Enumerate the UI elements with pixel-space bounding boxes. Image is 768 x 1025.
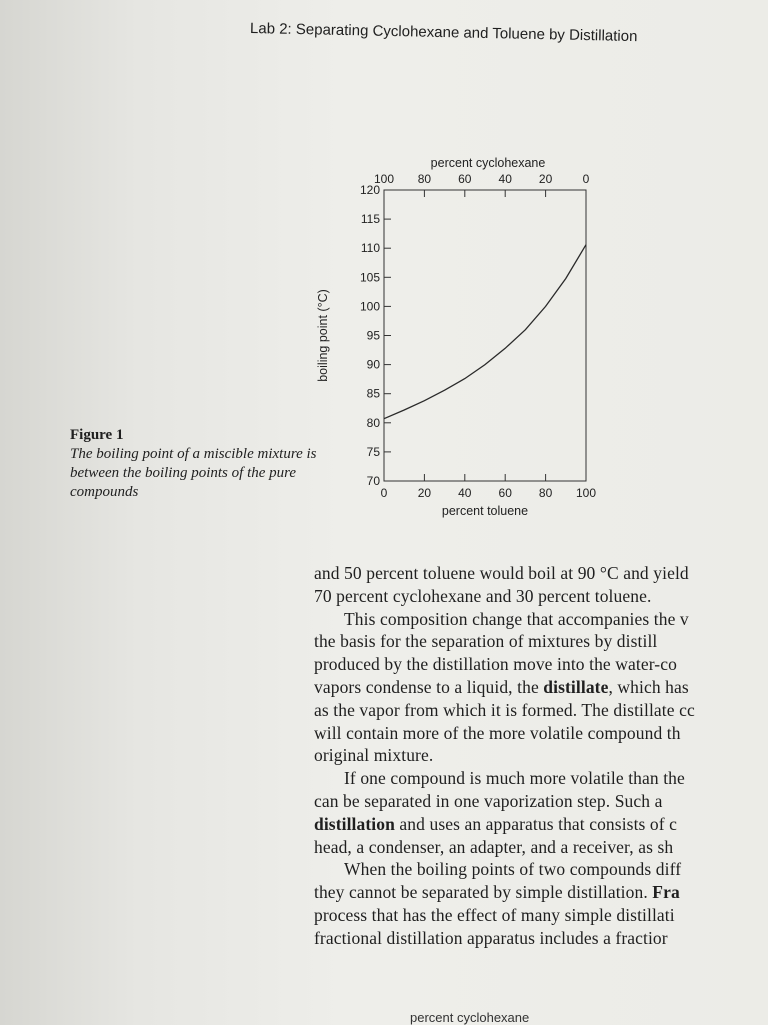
top-tick-label: 40	[498, 172, 512, 186]
x-tick-label: 80	[538, 486, 553, 500]
plot-frame	[384, 190, 586, 481]
x-axis-title: percent toluene	[441, 504, 529, 518]
body-text-line: process that has the effect of many simple distillati	[314, 904, 675, 925]
x-tick-label: 20	[417, 486, 432, 500]
running-header: Lab 2: Separating Cyclohexane and Toluene by Distillation	[249, 20, 638, 46]
x-tick-label: 0	[380, 486, 388, 500]
y-tick-label: 70	[366, 474, 380, 488]
y-tick-label: 105	[359, 270, 380, 285]
top-axis-title: percent cyclohexane	[430, 156, 546, 170]
chart-axes	[384, 190, 586, 481]
body-text-line: they cannot be separated by simple distillation. Fra	[314, 882, 680, 903]
body-text-line: and 50 percent toluene would boil at 90 °C and yield	[314, 563, 689, 583]
y-tick-label: 100	[359, 299, 380, 314]
body-text-line: If one compound is much more volatile than the	[344, 768, 685, 789]
top-tick-label: 60	[458, 172, 472, 186]
bold-term: distillation	[314, 813, 395, 834]
y-tick-label: 110	[360, 241, 380, 256]
y-tick-label: 75	[366, 444, 380, 459]
figure-caption-text: The boiling point of a miscible mixture is between the boiling points of the pure compounds	[70, 446, 317, 500]
y-axis-title: boiling point (°C)	[316, 289, 330, 382]
y-tick-label: 90	[366, 357, 380, 372]
x-tick-label: 40	[458, 486, 472, 500]
body-text-line: head, a condenser, an adapter, and a receiver, as sh	[314, 836, 674, 857]
chart-marks	[384, 245, 586, 419]
body-text-line: produced by the distillation move into the water-co	[314, 654, 677, 675]
y-tick-label: 115	[360, 212, 380, 227]
y-tick-label: 80	[366, 415, 380, 430]
body-text-line: fractional distillation apparatus includes a fractior	[314, 927, 668, 948]
body-text-line: This composition change that accompanies the v	[344, 608, 689, 629]
y-tick-label: 85	[366, 386, 380, 401]
top-tick-label: 20	[538, 172, 553, 186]
chart-labels	[316, 156, 596, 518]
next-figure-top-label: percent cyclohexane	[410, 1010, 530, 1025]
figure-caption-title: Figure 1	[70, 427, 124, 443]
body-text-line: 70 percent cyclohexane and 30 percent toluene.	[314, 585, 652, 606]
body-text-line: vapors condense to a liquid, the distillate, which has	[314, 676, 689, 697]
body-text-line: will contain more of the more volatile compound th	[314, 722, 681, 743]
bold-term: distillate	[543, 676, 609, 697]
body-text	[314, 562, 768, 950]
x-tick-label: 100	[575, 486, 597, 500]
top-tick-label: 100	[373, 172, 395, 186]
body-text-line: as the vapor from which it is formed. The distillate cc	[314, 699, 695, 720]
x-tick-label: 60	[498, 486, 512, 500]
body-text-line: can be separated in one vaporization step. Such a	[314, 790, 663, 811]
boiling-point-curve	[384, 245, 586, 419]
body-text-line: distillation and uses an apparatus that consists of c	[314, 813, 678, 834]
top-tick-label: 0	[582, 172, 590, 186]
figure-caption	[70, 426, 320, 502]
body-text-line: When the boiling points of two compounds diff	[344, 859, 682, 880]
y-tick-label: 120	[359, 183, 380, 197]
body-text-line: original mixture.	[314, 745, 434, 766]
top-tick-label: 80	[417, 172, 432, 186]
body-text-line: the basis for the separation of mixtures by distill	[314, 631, 658, 652]
bold-term: Fra	[652, 882, 680, 903]
y-tick-label: 95	[366, 328, 380, 343]
boiling-point-chart	[300, 150, 620, 530]
